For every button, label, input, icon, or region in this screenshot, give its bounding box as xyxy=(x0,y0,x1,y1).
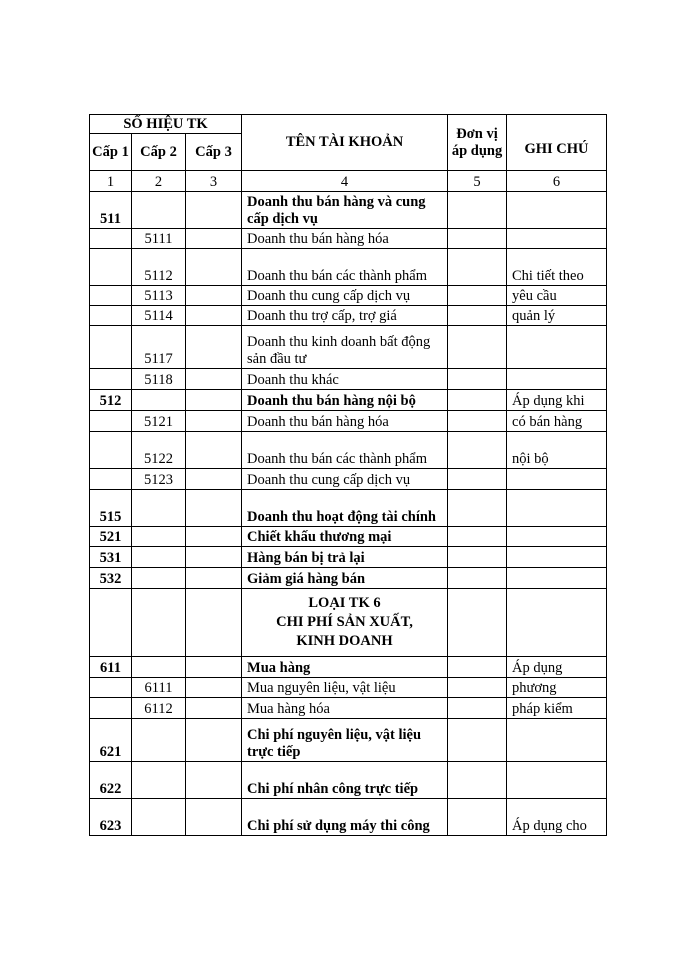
unit-cell xyxy=(448,568,507,589)
column-number: 2 xyxy=(132,171,186,192)
cap2-code xyxy=(132,390,186,411)
cap2-code: 5123 xyxy=(132,469,186,490)
cap1-code xyxy=(90,306,132,326)
cap3-code xyxy=(186,527,242,547)
unit-cell xyxy=(448,306,507,326)
unit-cell xyxy=(448,390,507,411)
cap1-code: 611 xyxy=(90,657,132,678)
table-row xyxy=(90,799,607,836)
note-cell xyxy=(507,229,607,249)
unit-cell xyxy=(448,411,507,432)
cap2-code xyxy=(132,799,186,836)
note-cell xyxy=(507,547,607,568)
account-name: Doanh thu bán hàng và cung cấp dịch vụ xyxy=(242,192,448,229)
account-name: Mua nguyên liệu, vật liệu xyxy=(242,678,448,698)
table-row xyxy=(90,229,607,249)
unit-cell xyxy=(448,657,507,678)
column-number: 6 xyxy=(507,171,607,192)
cap2-code: 5111 xyxy=(132,229,186,249)
unit-cell xyxy=(448,286,507,306)
section-line: CHI PHÍ SẢN XUẤT, xyxy=(276,614,413,630)
account-name: Hàng bán bị trả lại xyxy=(242,547,448,568)
note-cell: có bán hàng xyxy=(507,411,607,432)
cap1-code xyxy=(90,286,132,306)
note-cell xyxy=(507,490,607,527)
cap2-code xyxy=(132,192,186,229)
cap2-code: 6111 xyxy=(132,678,186,698)
cap1-code: 511 xyxy=(90,192,132,229)
section-line: LOẠI TK 6 xyxy=(308,595,381,611)
section-line: KINH DOANH xyxy=(296,633,393,649)
cap2-code xyxy=(132,568,186,589)
cap3-code xyxy=(186,547,242,568)
cap1-header: Cấp 1 xyxy=(90,134,132,171)
don-vi-header: Đơn vị áp dụng xyxy=(448,115,507,171)
cap2-code: 5118 xyxy=(132,369,186,390)
cap3-code xyxy=(186,678,242,698)
unit-cell xyxy=(448,678,507,698)
cap1-code xyxy=(90,229,132,249)
cap1-code xyxy=(90,369,132,390)
table-row xyxy=(90,432,607,469)
cap1-code: 621 xyxy=(90,719,132,762)
cap3-code xyxy=(186,799,242,836)
cap3-header: Cấp 3 xyxy=(186,134,242,171)
cap1-code xyxy=(90,698,132,719)
account-name: Giảm giá hàng bán xyxy=(242,568,448,589)
cap3-code xyxy=(186,469,242,490)
account-name: Doanh thu hoạt động tài chính xyxy=(242,490,448,527)
cap2-code xyxy=(132,527,186,547)
unit-cell xyxy=(448,229,507,249)
table-row xyxy=(90,490,607,527)
note-cell xyxy=(507,369,607,390)
column-number: 4 xyxy=(242,171,448,192)
note-cell: Áp dụng khi xyxy=(507,390,607,411)
cap1-code: 531 xyxy=(90,547,132,568)
cap1-code: 532 xyxy=(90,568,132,589)
account-name: Doanh thu cung cấp dịch vụ xyxy=(242,469,448,490)
unit-cell xyxy=(448,547,507,568)
cap3-code xyxy=(186,326,242,369)
note-cell xyxy=(507,568,607,589)
column-number: 3 xyxy=(186,171,242,192)
account-name: Doanh thu cung cấp dịch vụ xyxy=(242,286,448,306)
note-cell: yêu cầu xyxy=(507,286,607,306)
table-row xyxy=(90,286,607,306)
cap1-code xyxy=(90,326,132,369)
table-row xyxy=(90,568,607,589)
cap1-code: 512 xyxy=(90,390,132,411)
table-row xyxy=(90,657,607,678)
unit-cell xyxy=(448,469,507,490)
column-number-row xyxy=(90,171,607,192)
account-name: Doanh thu khác xyxy=(242,369,448,390)
unit-cell xyxy=(448,249,507,286)
cap3-code xyxy=(186,229,242,249)
unit-cell xyxy=(448,369,507,390)
column-number: 5 xyxy=(448,171,507,192)
note-cell xyxy=(507,326,607,369)
cap2-code: 5113 xyxy=(132,286,186,306)
cap3-code xyxy=(186,249,242,286)
table-row xyxy=(90,719,607,762)
cap3-code xyxy=(186,390,242,411)
cap1-code: 622 xyxy=(90,762,132,799)
table-row xyxy=(90,469,607,490)
cap3-code xyxy=(186,568,242,589)
account-name: Doanh thu bán các thành phẩm xyxy=(242,249,448,286)
cap2-code: 5117 xyxy=(132,326,186,369)
section-title xyxy=(242,589,448,657)
unit-cell xyxy=(448,432,507,469)
cap3-code xyxy=(186,306,242,326)
account-name: Doanh thu trợ cấp, trợ giá xyxy=(242,306,448,326)
table-row xyxy=(90,326,607,369)
cap2-code: 5112 xyxy=(132,249,186,286)
cap3-code xyxy=(186,762,242,799)
ghi-chu-header: GHI CHÚ xyxy=(507,115,607,171)
table-row xyxy=(90,698,607,719)
cap2-code xyxy=(132,657,186,678)
cap1-code xyxy=(90,469,132,490)
note-cell xyxy=(507,762,607,799)
account-name: Doanh thu bán hàng hóa xyxy=(242,229,448,249)
account-name: Mua hàng xyxy=(242,657,448,678)
note-cell: Áp dụng xyxy=(507,657,607,678)
cap2-code xyxy=(132,719,186,762)
account-name: Doanh thu kinh doanh bất động sản đầu tư xyxy=(242,326,448,369)
so-hieu-tk-header: SỐ HIỆU TK xyxy=(90,115,242,134)
table-row xyxy=(90,369,607,390)
unit-cell xyxy=(448,527,507,547)
note-cell: Chi tiết theo xyxy=(507,249,607,286)
cap2-code xyxy=(132,547,186,568)
cap1-code: 515 xyxy=(90,490,132,527)
account-name: Mua hàng hóa xyxy=(242,698,448,719)
cap2-header: Cấp 2 xyxy=(132,134,186,171)
account-name: Chi phí sử dụng máy thi công xyxy=(242,799,448,836)
unit-cell xyxy=(448,719,507,762)
account-name: Doanh thu bán hàng nội bộ xyxy=(242,390,448,411)
cap3-code xyxy=(186,411,242,432)
cap1-code xyxy=(90,678,132,698)
unit-cell xyxy=(448,762,507,799)
table-row xyxy=(90,306,607,326)
cap2-code: 5114 xyxy=(132,306,186,326)
note-cell xyxy=(507,527,607,547)
unit-cell xyxy=(448,698,507,719)
cap3-code xyxy=(186,286,242,306)
table-row xyxy=(90,249,607,286)
cap1-code xyxy=(90,432,132,469)
table-row xyxy=(90,192,607,229)
note-cell: phương xyxy=(507,678,607,698)
cap3-code xyxy=(186,490,242,527)
note-cell xyxy=(507,719,607,762)
table-row xyxy=(90,678,607,698)
account-name: Doanh thu bán hàng hóa xyxy=(242,411,448,432)
account-table xyxy=(89,114,607,836)
cap3-code xyxy=(186,719,242,762)
cap1-code xyxy=(90,411,132,432)
unit-cell xyxy=(448,799,507,836)
cap2-code: 6112 xyxy=(132,698,186,719)
cap1-code: 521 xyxy=(90,527,132,547)
account-name: Chi phí nguyên liệu, vật liệu trực tiếp xyxy=(242,719,448,762)
ten-tai-khoan-header: TÊN TÀI KHOẢN xyxy=(242,115,448,171)
note-cell: pháp kiểm xyxy=(507,698,607,719)
note-cell xyxy=(507,192,607,229)
account-name: Doanh thu bán các thành phẩm xyxy=(242,432,448,469)
unit-cell xyxy=(448,490,507,527)
note-cell: Áp dụng cho xyxy=(507,799,607,836)
unit-cell xyxy=(448,326,507,369)
note-cell: nội bộ xyxy=(507,432,607,469)
table-row xyxy=(90,411,607,432)
note-cell: quản lý xyxy=(507,306,607,326)
cap1-code xyxy=(90,249,132,286)
cap2-code: 5122 xyxy=(132,432,186,469)
cap2-code xyxy=(132,762,186,799)
section-row xyxy=(90,589,607,657)
cap3-code xyxy=(186,369,242,390)
table-row xyxy=(90,527,607,547)
cap3-code xyxy=(186,192,242,229)
cap3-code xyxy=(186,698,242,719)
table-row xyxy=(90,547,607,568)
note-cell xyxy=(507,469,607,490)
cap2-code xyxy=(132,490,186,527)
cap1-code: 623 xyxy=(90,799,132,836)
account-name: Chiết khấu thương mại xyxy=(242,527,448,547)
cap3-code xyxy=(186,657,242,678)
account-name: Chi phí nhân công trực tiếp xyxy=(242,762,448,799)
column-number: 1 xyxy=(90,171,132,192)
table-row xyxy=(90,390,607,411)
cap3-code xyxy=(186,432,242,469)
cap2-code: 5121 xyxy=(132,411,186,432)
unit-cell xyxy=(448,192,507,229)
table-row xyxy=(90,762,607,799)
